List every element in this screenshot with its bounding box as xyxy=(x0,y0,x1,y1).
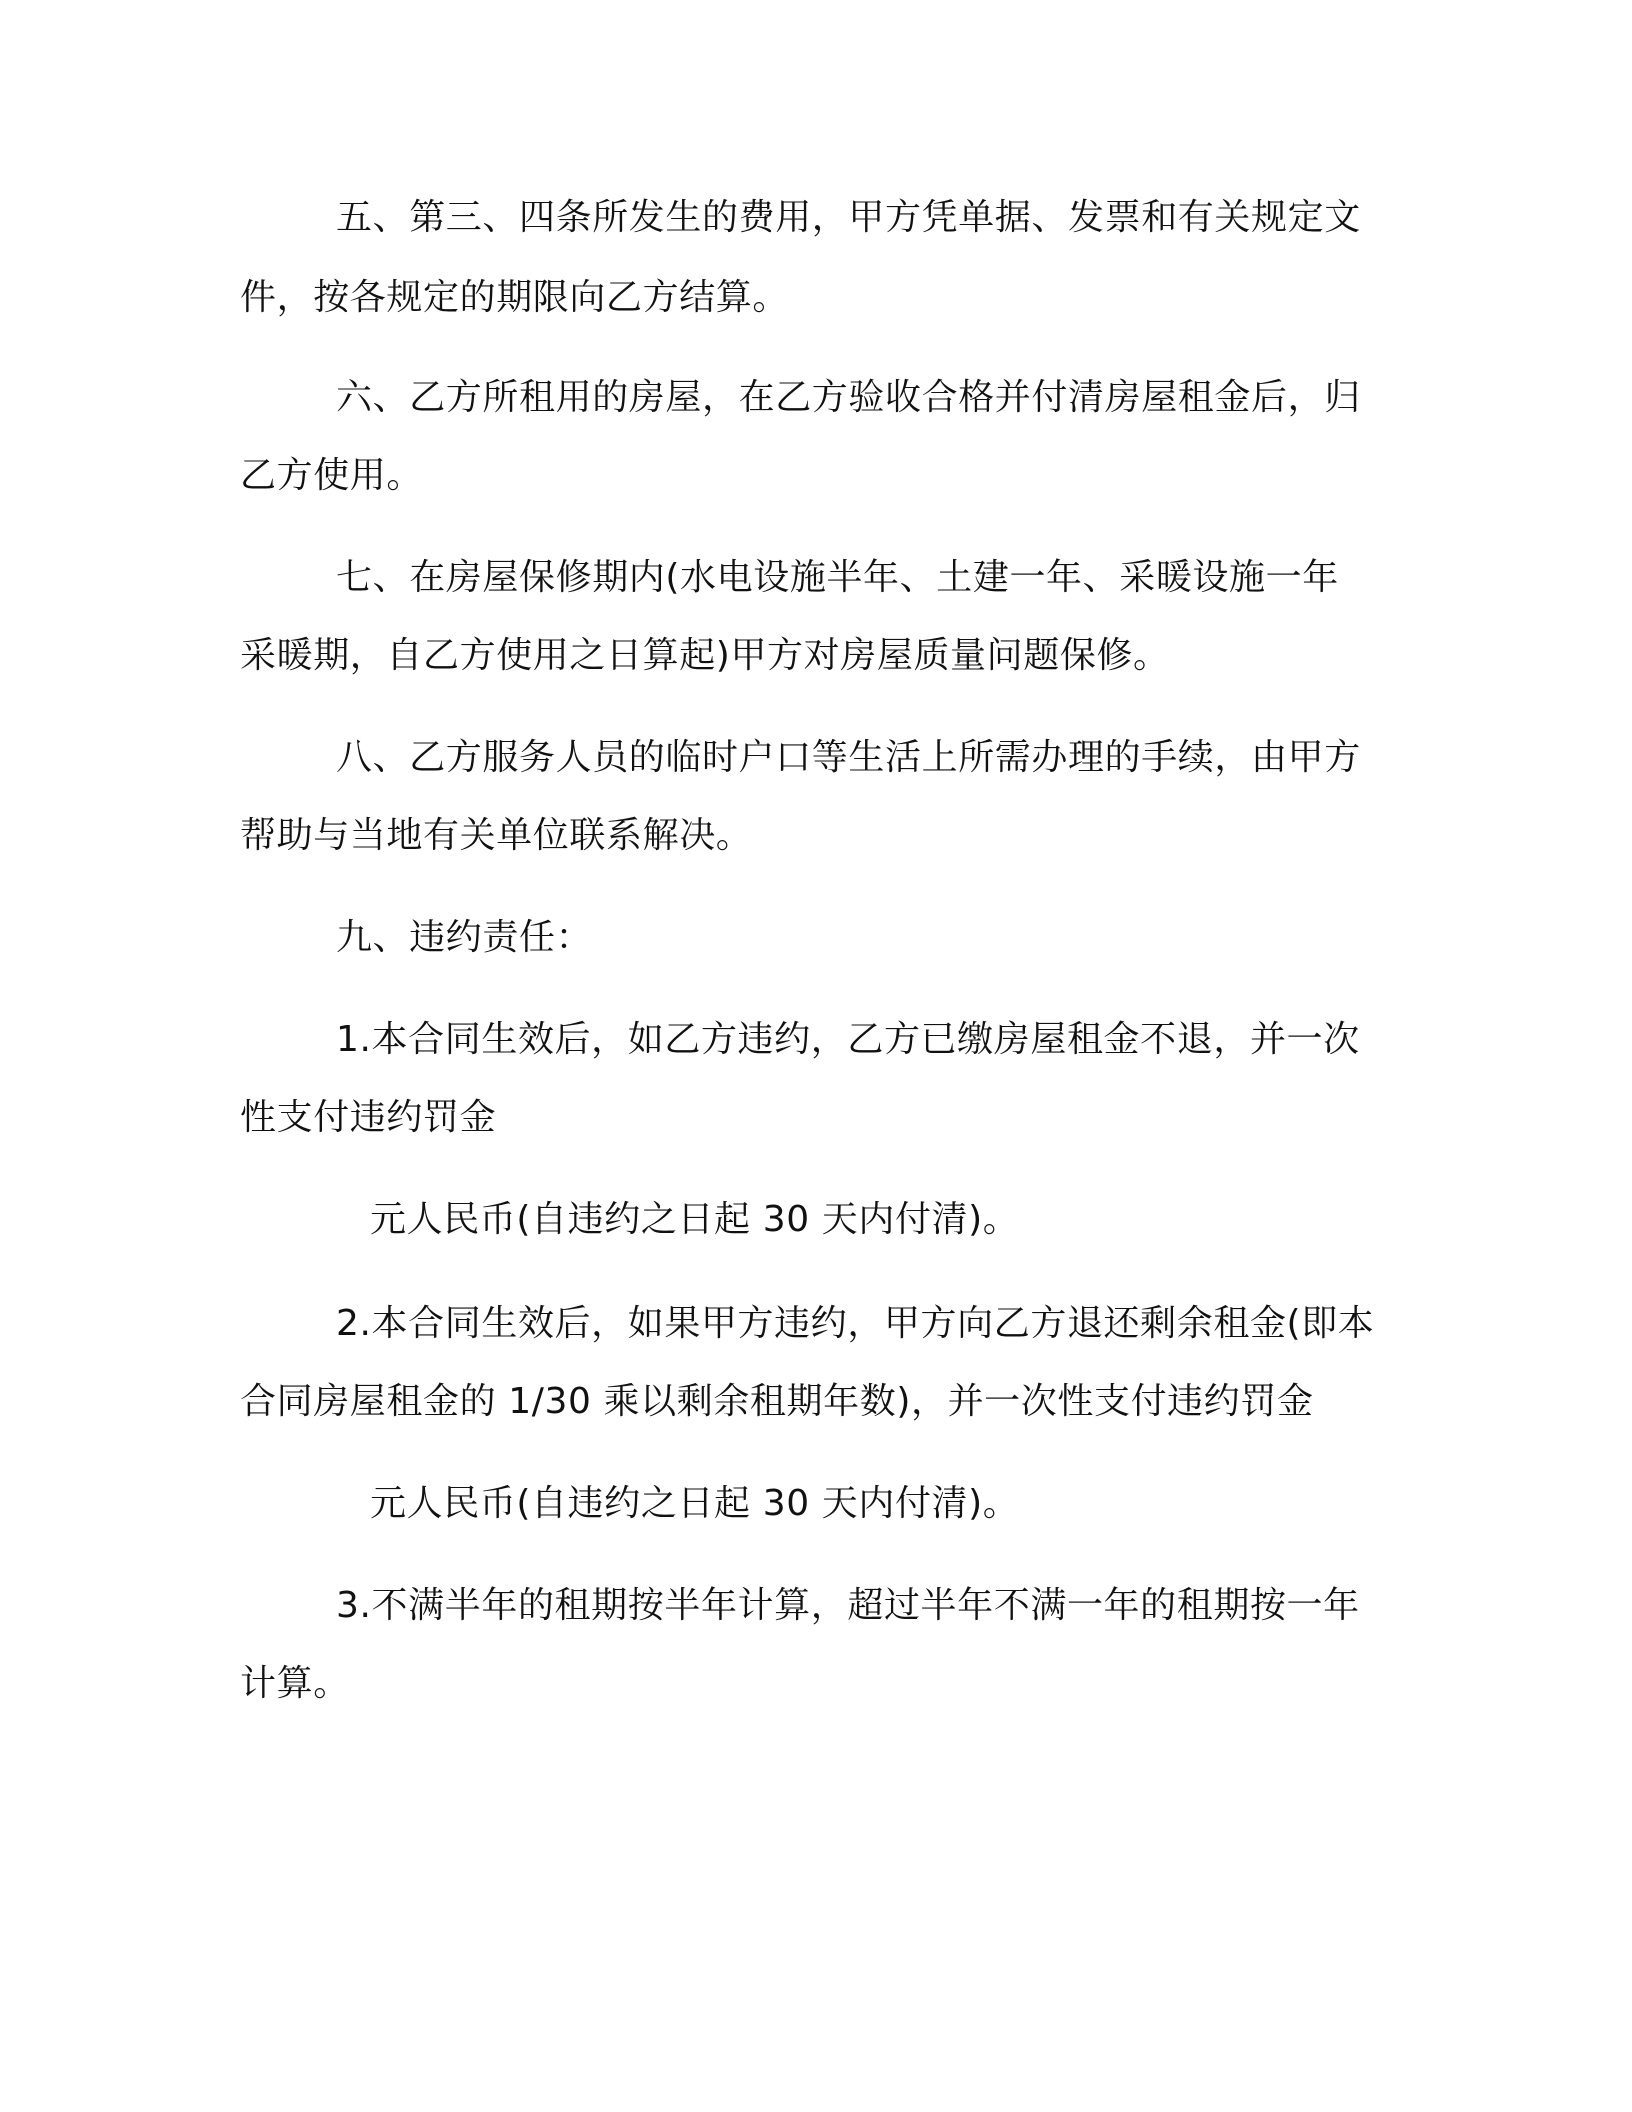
item-3-line-2: 计算。 xyxy=(240,1663,350,1704)
item-1-line-3: 元人民币(自违约之日起 30 天内付清)。 xyxy=(370,1199,1020,1240)
clause-9-heading: 九、违约责任： xyxy=(336,917,593,958)
item-2-line-1: 2.本合同生效后，如果甲方违约，甲方向乙方退还剩余租金(即本 xyxy=(336,1303,1375,1344)
item-1-line-1: 1.本合同生效后，如乙方违约，乙方已缴房屋租金不退，并一次 xyxy=(336,1019,1360,1060)
clause-6-line-2: 乙方使用。 xyxy=(240,455,424,496)
clause-8-line-2: 帮助与当地有关单位联系解决。 xyxy=(240,815,753,856)
clause-6-line-1: 六、乙方所租用的房屋，在乙方验收合格并付清房屋租金后，归 xyxy=(336,377,1361,418)
item-3-line-1: 3.不满半年的租期按半年计算，超过半年不满一年的租期按一年 xyxy=(336,1585,1360,1626)
item-2-line-3: 元人民币(自违约之日起 30 天内付清)。 xyxy=(370,1483,1020,1524)
item-2-line-2: 合同房屋租金的 1/30 乘以剩余租期年数)，并一次性支付违约罚金 xyxy=(240,1381,1314,1422)
clause-5-line-1: 五、第三、四条所发生的费用，甲方凭单据、发票和有关规定文 xyxy=(336,197,1361,238)
clause-7-line-1: 七、在房屋保修期内(水电设施半年、土建一年、采暖设施一年 xyxy=(336,557,1339,598)
clause-5-line-2: 件，按各规定的期限向乙方结算。 xyxy=(240,277,790,318)
clause-8-line-1: 八、乙方服务人员的临时户口等生活上所需办理的手续，由甲方 xyxy=(336,737,1361,778)
item-1-line-2: 性支付违约罚金 xyxy=(240,1097,497,1138)
clause-7-line-2: 采暖期，自乙方使用之日算起)甲方对房屋质量问题保修。 xyxy=(240,635,1170,676)
